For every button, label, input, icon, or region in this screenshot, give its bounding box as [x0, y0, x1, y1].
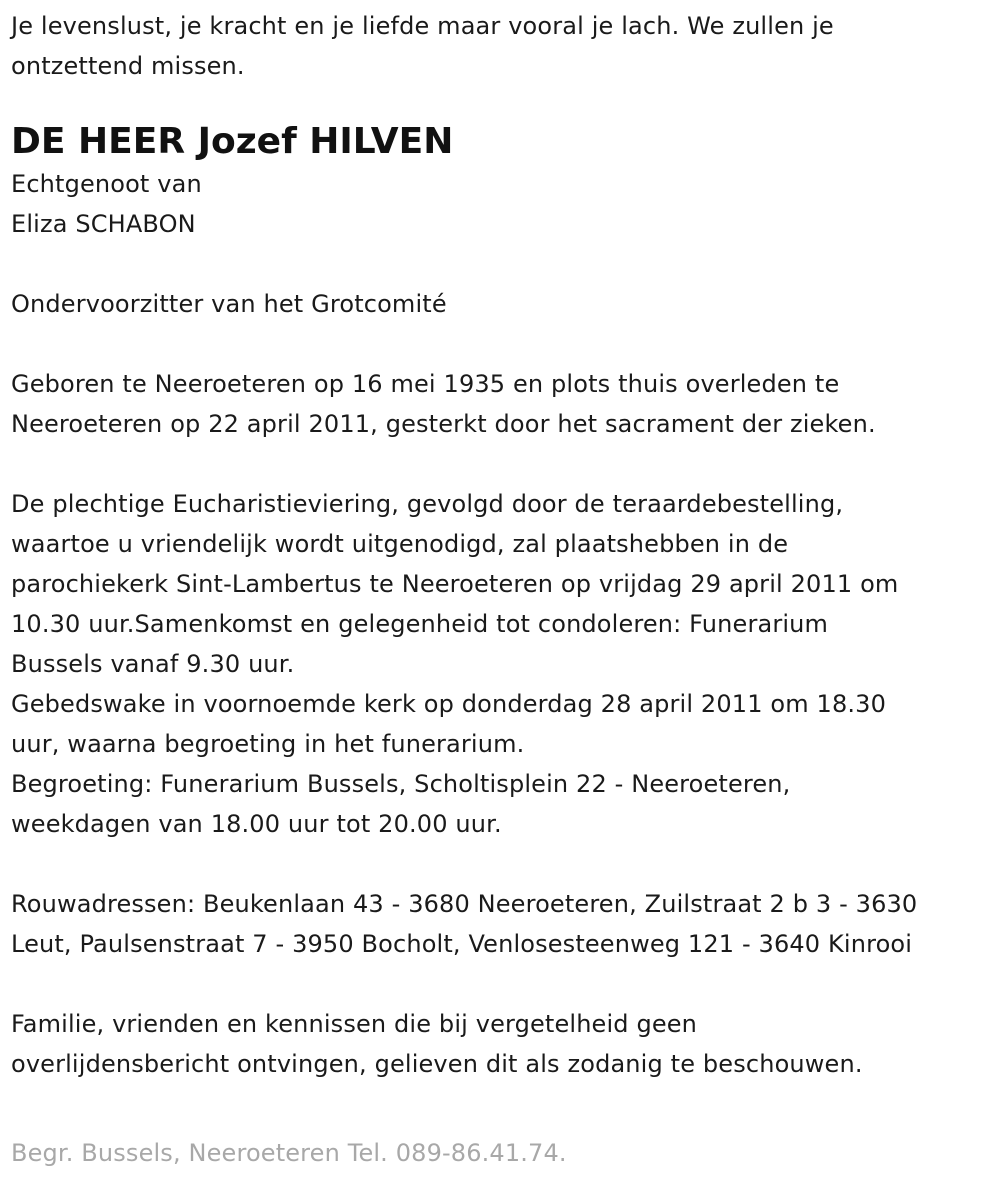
intro-line: Je levenslust, je kracht en je liefde maar vooral je lach. We zullen je — [11, 12, 834, 40]
addresses-text — [11, 884, 990, 964]
ceremony-line: 10.30 uur.Samenkomst en gelegenheid tot condoleren: Funerarium — [11, 610, 829, 638]
ceremony-line: waartoe u vriendelijk wordt uitgenodigd, zal plaatshebben in de — [11, 530, 789, 558]
intro-line: ontzettend missen. — [11, 52, 245, 80]
notice-line: Familie, vrienden en kennissen die bij vergetelheid geen — [11, 1010, 698, 1038]
birth-death-text — [11, 364, 990, 444]
wake-line: Gebedswake in voornoemde kerk op donderdag 28 april 2011 om 18.30 — [11, 690, 886, 718]
addresses-line: Leut, Paulsenstraat 7 - 3950 Bocholt, Venlosesteenweg 121 - 3640 Kinrooi — [11, 930, 913, 958]
birth-death-line: Neeroeteren op 22 april 2011, gesterkt door het sacrament der zieken. — [11, 410, 876, 438]
spouse-label: Echtgenoot van — [11, 170, 202, 198]
role-text — [11, 284, 990, 324]
spouse-block — [11, 164, 990, 244]
ceremony-line: De plechtige Eucharistieviering, gevolgd door de teraardebestelling, — [11, 490, 844, 518]
ceremony-line: Bussels vanaf 9.30 uur. — [11, 650, 295, 678]
wake-line: uur, waarna begroeting in het funerarium. — [11, 730, 525, 758]
ceremony-text — [11, 484, 990, 844]
funeral-home-footer: Begr. Bussels, Neeroeteren Tel. 089-86.41.74. — [11, 1139, 567, 1167]
notice-text — [11, 1004, 990, 1084]
deceased-name: DE HEER Jozef HILVEN — [11, 121, 454, 162]
spouse-name: Eliza SCHABON — [11, 210, 196, 238]
role-line: Ondervoorzitter van het Grotcomité — [11, 290, 447, 318]
visitation-line: weekdagen van 18.00 uur tot 20.00 uur. — [11, 810, 502, 838]
visitation-line: Begroeting: Funerarium Bussels, Scholtisplein 22 - Neeroeteren, — [11, 770, 791, 798]
notice-line: overlijdensbericht ontvingen, gelieven dit als zodanig te beschouwen. — [11, 1050, 863, 1078]
ceremony-line: parochiekerk Sint-Lambertus te Neeroeteren op vrijdag 29 april 2011 om — [11, 570, 899, 598]
birth-death-line: Geboren te Neeroeteren op 16 mei 1935 en plots thuis overleden te — [11, 370, 840, 398]
intro-text — [11, 6, 990, 86]
addresses-line: Rouwadressen: Beukenlaan 43 - 3680 Neeroeteren, Zuilstraat 2 b 3 - 3630 — [11, 890, 918, 918]
